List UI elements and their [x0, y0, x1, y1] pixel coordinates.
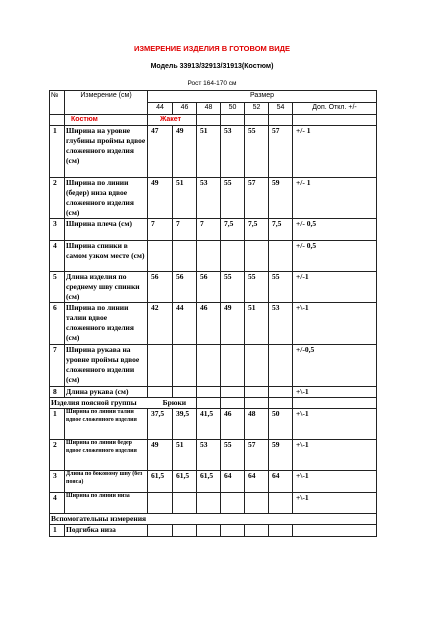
- value-cell: [269, 525, 293, 537]
- value-cell: 37,5: [148, 409, 173, 440]
- value-cell: 46: [221, 409, 245, 440]
- row-number: 5: [50, 272, 65, 303]
- row-label: Длина изделия по среднему шву спинки (см): [65, 272, 148, 303]
- value-cell: [197, 493, 221, 514]
- empty-cell: [269, 115, 293, 126]
- row-number: 7: [50, 345, 65, 387]
- tolerance-cell: +/- 1: [293, 178, 377, 219]
- value-cell: 57: [245, 178, 269, 219]
- value-cell: 7: [197, 219, 221, 241]
- value-cell: 49: [148, 440, 173, 471]
- value-cell: 55: [221, 440, 245, 471]
- tolerance-cell: +\-1: [293, 493, 377, 514]
- empty-cell: [245, 115, 269, 126]
- empty-cell: [197, 115, 221, 126]
- row-label: Ширина по линии низа: [65, 493, 148, 514]
- row-label: Ширина спинки в самом узком месте (см): [65, 241, 148, 272]
- value-cell: 49: [148, 178, 173, 219]
- value-cell: 64: [269, 471, 293, 493]
- row-number: 3: [50, 219, 65, 241]
- value-cell: [245, 345, 269, 387]
- value-cell: 51: [197, 126, 221, 178]
- table-row: [50, 493, 377, 514]
- size-header-54: 54: [269, 103, 293, 115]
- table-row: [50, 241, 377, 272]
- row-number: 2: [50, 178, 65, 219]
- value-cell: [221, 525, 245, 537]
- value-cell: [197, 345, 221, 387]
- tolerance-cell: +\-1: [293, 440, 377, 471]
- value-cell: 7,5: [245, 219, 269, 241]
- table-row: [50, 525, 377, 537]
- table-row: [50, 303, 377, 345]
- row-number: 4: [50, 241, 65, 272]
- trousers-label: Брюки: [162, 398, 187, 407]
- row-label: Ширина рукава на уровне проймы вдвое сложенного изделии (см): [65, 345, 148, 387]
- value-cell: 61,5: [173, 471, 197, 493]
- table-row: [50, 409, 377, 440]
- value-cell: 64: [221, 471, 245, 493]
- row-number: 2: [50, 440, 65, 471]
- value-cell: [245, 493, 269, 514]
- tolerance-cell: +/-0,5: [293, 345, 377, 387]
- table-row: [50, 272, 377, 303]
- value-cell: 44: [173, 303, 197, 345]
- value-cell: 47: [148, 126, 173, 178]
- value-cell: [245, 525, 269, 537]
- value-cell: [221, 241, 245, 272]
- value-cell: [221, 493, 245, 514]
- value-cell: 56: [197, 272, 221, 303]
- table-row: [50, 126, 377, 178]
- row-label: Ширина по линии бедер вдвое сложенного изделия: [65, 440, 148, 471]
- value-cell: 53: [269, 303, 293, 345]
- value-cell: [269, 241, 293, 272]
- value-cell: [148, 345, 173, 387]
- model-label: Модель 33913/32913/31913(Костюм): [150, 63, 274, 70]
- row-number: 3: [50, 471, 65, 493]
- row-number: 8: [50, 387, 65, 398]
- size-header-44: 44: [148, 103, 173, 115]
- value-cell: [148, 241, 173, 272]
- empty-cell: [197, 398, 221, 409]
- value-cell: 55: [221, 272, 245, 303]
- empty-cell: [293, 398, 377, 409]
- value-cell: [173, 387, 197, 398]
- tolerance-cell: +\-1: [293, 471, 377, 493]
- row-number: 1: [50, 126, 65, 178]
- row-label: Длина по боковому шву (без пояса): [65, 471, 148, 493]
- value-cell: 53: [197, 440, 221, 471]
- header-num: №: [50, 91, 65, 115]
- table-row: [50, 387, 377, 398]
- tolerance-cell: +/-1: [293, 272, 377, 303]
- row-number: 6: [50, 303, 65, 345]
- value-cell: 39,5: [173, 409, 197, 440]
- size-header-48: 48: [197, 103, 221, 115]
- value-cell: [148, 525, 173, 537]
- row-number: 1: [50, 525, 65, 537]
- row-label: Ширина по линии (бедер) низа вдвое сложенного изделия (см): [65, 178, 148, 219]
- jacket-label: Жакет: [148, 115, 197, 126]
- table-row: [50, 219, 377, 241]
- value-cell: [173, 525, 197, 537]
- empty-cell: [50, 115, 65, 126]
- empty-cell: [269, 398, 293, 409]
- value-cell: [221, 345, 245, 387]
- value-cell: 48: [245, 409, 269, 440]
- row-number: 1: [50, 409, 65, 440]
- table-row: [50, 440, 377, 471]
- value-cell: 59: [269, 178, 293, 219]
- value-cell: 51: [173, 440, 197, 471]
- belt-section-row: [50, 398, 377, 409]
- value-cell: 53: [221, 126, 245, 178]
- row-label: Длина рукава (см): [65, 387, 148, 398]
- row-label: Ширина на уровне глубины проймы вдвое сложенного изделия (см): [65, 126, 148, 178]
- size-header-52: 52: [245, 103, 269, 115]
- value-cell: 61,5: [197, 471, 221, 493]
- tolerance-cell: [293, 525, 377, 537]
- height-label: Рост 164-170 см: [187, 80, 237, 87]
- value-cell: 59: [269, 440, 293, 471]
- value-cell: 51: [173, 178, 197, 219]
- value-cell: 46: [197, 303, 221, 345]
- suit-label: Костюм: [65, 115, 148, 126]
- empty-cell: [221, 115, 245, 126]
- size-header-50: 50: [221, 103, 245, 115]
- value-cell: 57: [269, 126, 293, 178]
- value-cell: [221, 387, 245, 398]
- value-cell: 61,5: [148, 471, 173, 493]
- value-cell: 55: [245, 272, 269, 303]
- tolerance-cell: +\-1: [293, 303, 377, 345]
- value-cell: [245, 241, 269, 272]
- value-cell: [197, 525, 221, 537]
- header-row-1: [50, 91, 377, 103]
- value-cell: 55: [221, 178, 245, 219]
- value-cell: 64: [245, 471, 269, 493]
- empty-cell: [221, 398, 245, 409]
- row-number: 4: [50, 493, 65, 514]
- value-cell: 7: [148, 219, 173, 241]
- document-title: ИЗМЕРЕНИЕ ИЗДЕЛИЯ В ГОТОВОМ ВИДЕ: [133, 44, 291, 53]
- value-cell: [173, 493, 197, 514]
- table-row: [50, 178, 377, 219]
- value-cell: 56: [173, 272, 197, 303]
- value-cell: [269, 387, 293, 398]
- row-label: Ширина по линии талии вдвое сложенного изделия (см): [65, 303, 148, 345]
- row-label: Подгибка низа: [65, 525, 148, 537]
- value-cell: [269, 345, 293, 387]
- value-cell: [173, 241, 197, 272]
- value-cell: [197, 387, 221, 398]
- table-row: [50, 471, 377, 493]
- value-cell: 55: [269, 272, 293, 303]
- belt-section-text: Изделия поясной группы: [51, 398, 137, 407]
- value-cell: 55: [245, 126, 269, 178]
- suit-jacket-row: [50, 115, 377, 126]
- value-cell: 7: [173, 219, 197, 241]
- tolerance-cell: +\-1: [293, 409, 377, 440]
- aux-section-row: [50, 514, 377, 525]
- value-cell: [173, 345, 197, 387]
- value-cell: 42: [148, 303, 173, 345]
- tolerance-cell: +/- 0,5: [293, 241, 377, 272]
- header-size: Размер: [148, 91, 377, 103]
- value-cell: 41,5: [197, 409, 221, 440]
- value-cell: 53: [197, 178, 221, 219]
- aux-section-label: Вспомогательны измерения: [50, 514, 377, 525]
- value-cell: 50: [269, 409, 293, 440]
- row-label: Ширина по линии талии вдвое сложенного изделия: [65, 409, 148, 440]
- value-cell: [148, 387, 173, 398]
- value-cell: 57: [245, 440, 269, 471]
- value-cell: 49: [221, 303, 245, 345]
- empty-cell: [293, 115, 377, 126]
- header-measure: Измерение (см): [65, 91, 148, 115]
- value-cell: 56: [148, 272, 173, 303]
- size-header-46: 46: [173, 103, 197, 115]
- table-row: [50, 345, 377, 387]
- tolerance-cell: +/- 1: [293, 126, 377, 178]
- value-cell: 51: [245, 303, 269, 345]
- belt-section-label: [50, 398, 197, 409]
- value-cell: 7,5: [269, 219, 293, 241]
- value-cell: [148, 493, 173, 514]
- empty-cell: [245, 398, 269, 409]
- value-cell: [197, 241, 221, 272]
- tolerance-cell: +\-1: [293, 387, 377, 398]
- measurement-table: [49, 90, 377, 537]
- tolerance-header: Доп. Откл. +/-: [293, 103, 377, 115]
- value-cell: [269, 493, 293, 514]
- tolerance-cell: +/- 0,5: [293, 219, 377, 241]
- value-cell: 49: [173, 126, 197, 178]
- value-cell: 7,5: [221, 219, 245, 241]
- row-label: Ширина плеча (см): [65, 219, 148, 241]
- value-cell: [245, 387, 269, 398]
